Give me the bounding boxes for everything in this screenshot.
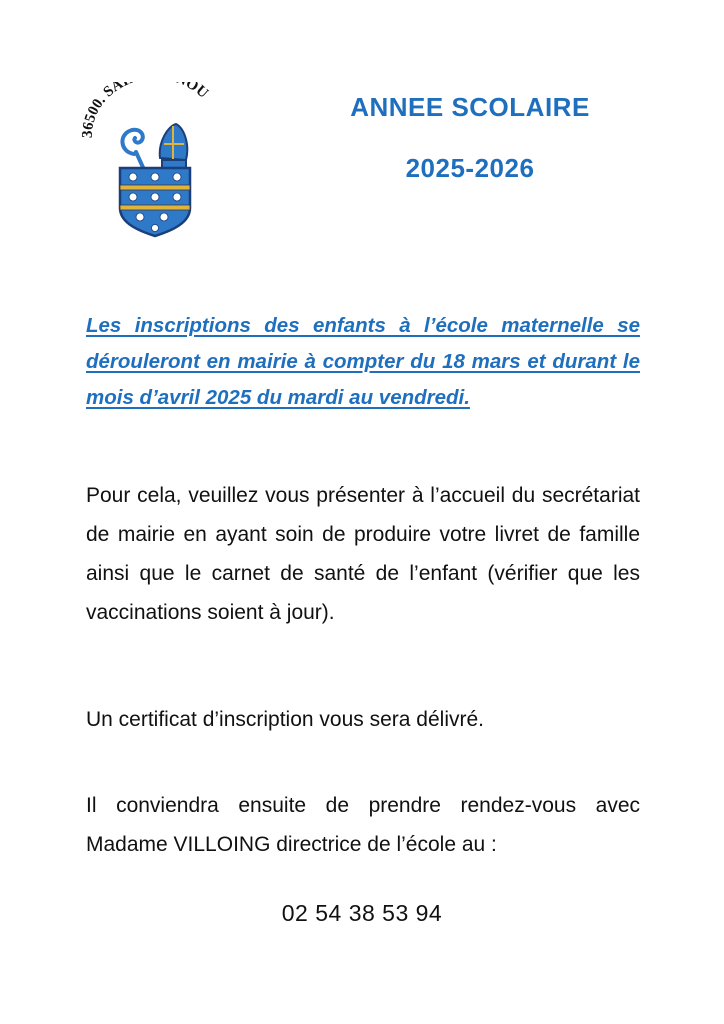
enrollment-notice-text: Les inscriptions des enfants à l’école maternelle se dérouleront en mairie à compter du 18 mars et durant le mois d’avril 2025 du mardi au vendredi. bbox=[86, 314, 640, 409]
enrollment-notice bbox=[86, 308, 640, 416]
town-logo bbox=[78, 82, 232, 238]
title-year-range: 2025-2026 bbox=[405, 153, 535, 183]
title-school-year: ANNEE SCOLAIRE bbox=[350, 92, 590, 122]
paragraph-appointment: Il conviendra ensuite de prendre rendez-vous avec Madame VILLOING directrice de l’école au : bbox=[86, 794, 640, 856]
phone-number: 02 54 38 53 94 bbox=[281, 900, 443, 926]
paragraph-instructions: Pour cela, veuillez vous présenter à l’accueil du secrétariat de mairie en ayant soin de produire votre livret de famille ainsi que le carnet de santé de l’enfant (vérifier que les vaccinations soient à jour). bbox=[86, 484, 640, 624]
shield-icon bbox=[120, 168, 190, 236]
paragraph-certificate: Un certificat d’inscription vous sera délivré. bbox=[86, 708, 484, 731]
logo-ring-text: 36500. SA OU bbox=[79, 82, 212, 139]
coat-of-arms-icon bbox=[78, 82, 232, 238]
mitre-icon bbox=[160, 124, 188, 168]
